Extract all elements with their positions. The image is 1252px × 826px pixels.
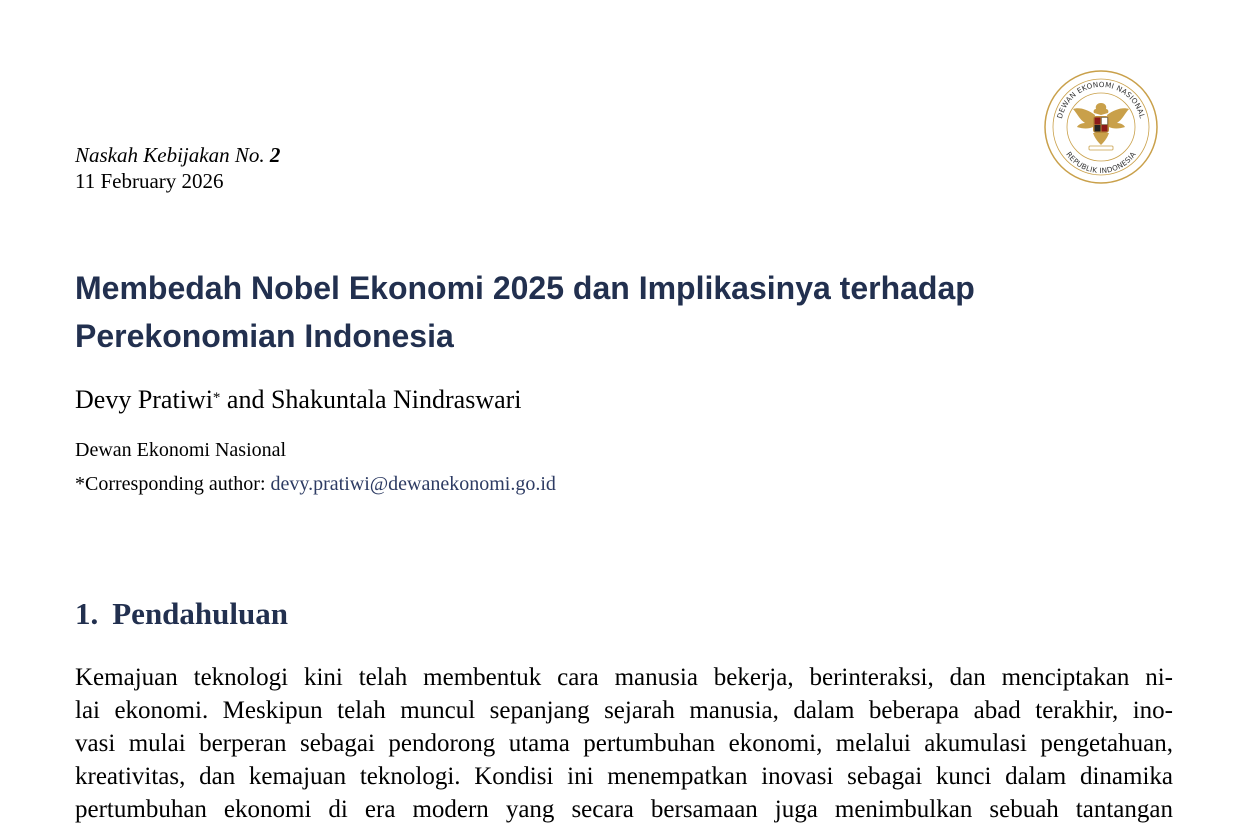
document-meta <box>75 142 280 194</box>
body-paragraph <box>75 661 1173 826</box>
series-label-text: Naskah Kebijakan No. <box>75 143 265 167</box>
corresponding-email-link[interactable]: devy.pratiwi@dewanekonomi.go.id <box>270 473 556 495</box>
publication-date: 11 February 2026 <box>75 169 224 193</box>
garuda-emblem-icon <box>1043 69 1159 185</box>
corresponding-author <box>75 471 556 497</box>
title-line-1: Membedah Nobel Ekonomi 2025 dan Implikasinya terhadap <box>75 270 975 306</box>
series-label <box>75 142 280 168</box>
author-1: Devy Pratiwi <box>75 385 213 414</box>
title-line-2: Perekonomian Indonesia <box>75 318 454 354</box>
document-title <box>75 264 1075 360</box>
corresponding-mark: * <box>212 390 221 406</box>
author-connector: and <box>226 385 265 414</box>
section-heading <box>75 594 288 634</box>
author-list <box>75 384 522 416</box>
paragraph-line: Kemajuan teknologi kini telah membentuk cara manusia bekerja, berinteraksi, dan menciptakan ni- <box>75 664 1173 691</box>
section-title: Pendahuluan <box>112 596 289 631</box>
paragraph-line: vasi mulai berperan sebagai pendorong utama pertumbuhan ekonomi, melalui akumulasi pengetahuan, <box>75 730 1173 757</box>
author-2: Shakuntala Nindraswari <box>270 385 522 414</box>
corresponding-label: *Corresponding author: <box>75 473 266 495</box>
paragraph-line: pertumbuhan ekonomi di era modern yang secara bersamaan juga menimbulkan sebuah tantangan <box>75 796 1173 823</box>
logo-text-top: DEWAN EKONOMI NASIONAL <box>1054 79 1148 120</box>
paragraph-line: lai ekonomi. Meskipun telah muncul sepanjang sejarah manusia, dalam beberapa abad terakhir, ino- <box>75 697 1173 724</box>
series-number: 2 <box>269 143 281 167</box>
affiliation: Dewan Ekonomi Nasional <box>75 439 287 461</box>
section-number: 1. <box>75 596 99 631</box>
logo-text-bottom: REPUBLIK INDONESIA <box>1064 149 1138 176</box>
paragraph-line: kreativitas, dan kemajuan teknologi. Kondisi ini menempatkan inovasi sebagai kunci dalam dinamika <box>75 763 1173 790</box>
